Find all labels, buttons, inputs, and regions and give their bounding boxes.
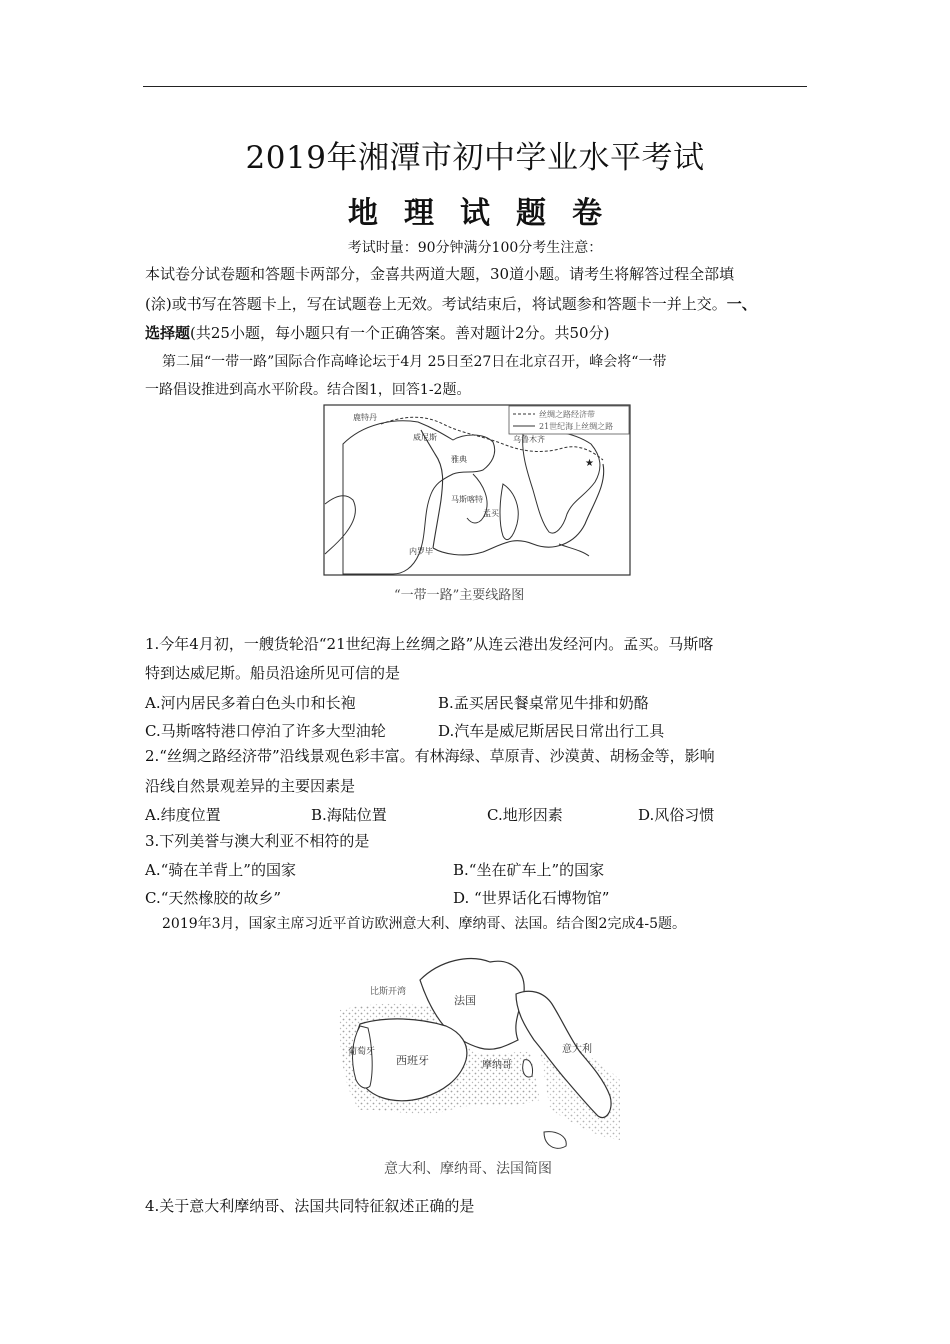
instruction-line-2-text: (涂)或书写在答题卡上，写在试题卷上无效。考试结束后，将试题参和答题卡一并上交。 <box>145 295 727 313</box>
instruction-line-1: 本试卷分试卷题和答题卡两部分，金喜共两道大题，30道小题。请考生将解答过程全部填 <box>145 265 735 283</box>
italy-monaco-france-map-figure <box>330 940 628 1184</box>
intro1-line-1: 第二届“一带一路”国际合作高峰论坛于4月 25日至27日在北京召开，峰会将“一带 <box>162 354 667 370</box>
section-number: 一、 <box>726 295 757 313</box>
q4-stem: 4.关于意大利摩纳哥、法国共同特征叙述正确的是 <box>145 1197 475 1215</box>
q2-stem-line-1: 2.“丝绸之路经济带”沿线景观色彩丰富。有林海绿、草原青、沙漠黄、胡杨金等，影响 <box>145 747 715 765</box>
legend-maritime-road: 21世纪海上丝绸之路 <box>539 422 614 431</box>
italy-monaco-france-map <box>330 940 628 1184</box>
map1-label-venice: 威尼斯 <box>413 433 437 442</box>
q2-option-b: B.海陆位置 <box>311 806 387 824</box>
q1-option-c: C.马斯喀特港口停泊了许多大型油轮 <box>145 722 386 740</box>
section-desc: (共25小题，每小题只有一个正确答案。善对题计2分。共50分) <box>190 324 610 342</box>
map2-label-biscay: 比斯开湾 <box>370 987 407 997</box>
beijing-star-icon: ★ <box>585 458 594 469</box>
belt-road-map-figure <box>323 404 631 576</box>
intro2-line: 2019年3月，国家主席习近平首访欧洲意大利、摩纳哥、法国。结合图2完成4-5题。 <box>162 916 686 932</box>
q3-option-b: B.“坐在矿车上”的国家 <box>453 861 605 879</box>
map1-label-muscat: 马斯喀特 <box>451 495 483 504</box>
map1-label-rotterdam: 鹿特丹 <box>353 413 377 422</box>
map2-label-spain: 西班牙 <box>396 1054 429 1067</box>
instruction-line-2 <box>145 294 757 314</box>
map1-label-urumqi: 乌鲁木齐 <box>513 435 545 444</box>
q1-option-a: A.河内居民多着白色头巾和长袍 <box>145 694 356 712</box>
q1-option-b: B.孟买居民餐桌常见牛排和奶酪 <box>438 694 649 712</box>
map2-label-monaco: 摩纳哥 <box>482 1060 512 1071</box>
q1-stem-line-2: 特到达威尼斯。船员沿途所见可信的是 <box>145 664 401 682</box>
map1-caption: “一带一路”主要线路图 <box>394 588 525 603</box>
q2-option-c: C.地形因素 <box>487 806 563 824</box>
map2-caption: 意大利、摩纳哥、法国简图 <box>384 1161 552 1177</box>
q2-option-d: D.风俗习惯 <box>638 806 715 824</box>
map2-label-france: 法国 <box>454 994 476 1007</box>
map1-label-mumbai: 孟买 <box>483 509 499 518</box>
q3-option-c: C.“天然橡胶的故乡” <box>145 889 282 907</box>
map2-label-portugal: 葡萄牙 <box>348 1047 376 1057</box>
legend-silk-road: 丝绸之路经济带 <box>539 410 595 419</box>
q3-option-a: A.“骑在羊背上”的国家 <box>145 861 296 879</box>
intro1-line-2: 一路倡设推进到高水平阶段。结合图1，回答1-2题。 <box>145 382 471 398</box>
q2-stem-line-2: 沿线自然景观差异的主要因素是 <box>145 777 356 795</box>
page-title: 2019年湘潭市初中学业水平考试 <box>245 140 705 176</box>
instruction-line-3 <box>145 323 609 343</box>
q1-stem-line-1: 1.今年4月初，一艘货轮沿“21世纪海上丝绸之路”从连云港出发经河内。孟买。马斯喀 <box>145 635 714 653</box>
top-rule <box>143 86 807 87</box>
q3-option-d: D. “世界话化石博物馆” <box>453 889 610 907</box>
belt-road-map <box>323 404 631 576</box>
page-subtitle: 地理试题卷 <box>348 196 628 231</box>
q3-stem: 3.下列美誉与澳大利亚不相符的是 <box>145 832 370 850</box>
map1-label-nairobi: 内罗毕 <box>409 547 433 556</box>
map2-label-italy: 意大利 <box>562 1044 592 1055</box>
map1-label-athens: 雅典 <box>451 455 467 464</box>
exam-time-note: 考试时量：90分钟满分100分考生注意： <box>347 240 603 256</box>
q2-option-a: A.纬度位置 <box>145 806 221 824</box>
q1-option-d: D.汽车是威尼斯居民日常出行工具 <box>438 722 665 740</box>
section-title: 选择题 <box>145 324 191 342</box>
